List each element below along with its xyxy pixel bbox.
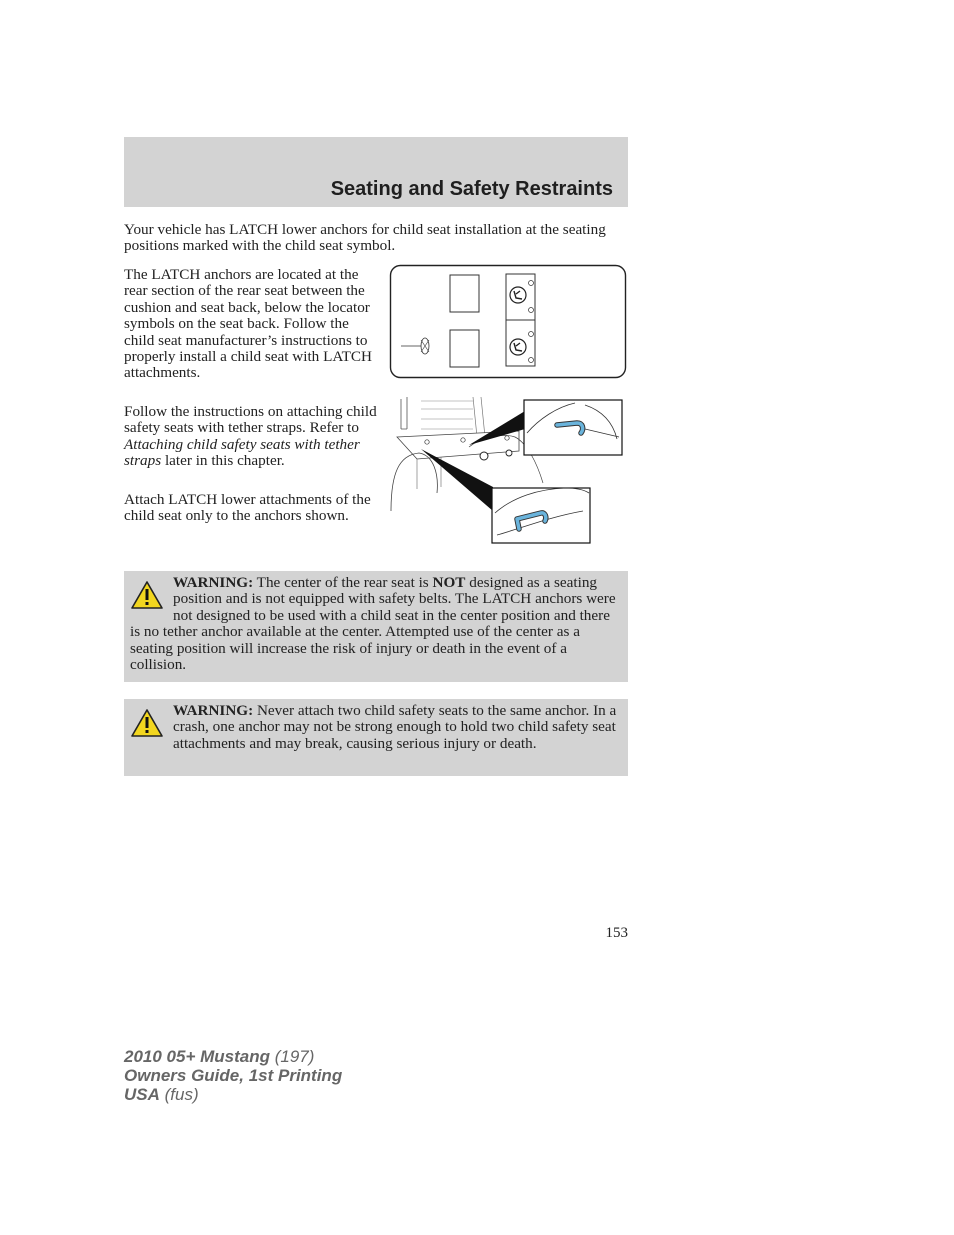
footer-line-3: USA (fus) <box>124 1085 199 1104</box>
footer-line-1: 2010 05+ Mustang (197) <box>124 1047 315 1066</box>
child-seat-symbol-icon <box>510 339 526 355</box>
warning-text: WARNING: Never attach two child safety seats to the same anchor. In a crash, one anchor may not be strong enough to hold two child safety seat attachments and may break, causing serious injury or death. <box>173 702 617 752</box>
warning-triangle-icon <box>130 708 164 738</box>
attach-anchors-paragraph: Attach LATCH lower attachments of the child seat only to the anchors shown. <box>124 491 371 525</box>
section-header <box>124 137 628 207</box>
seat-locator-diagram <box>389 264 627 379</box>
warning-box-two-seats <box>124 699 628 776</box>
latch-location-paragraph: The LATCH anchors are located at the rear section of the rear seat between the cushion and seat back, below the locator symbols on the seat back. Follow the child seat manufacturer’s instructions to properly install a child seat with LATCH attachments. <box>124 266 373 382</box>
print-footer <box>124 1047 342 1104</box>
tether-reference-paragraph: Follow the instructions on attaching child safety seats with tether straps. Refer to Attaching child safety seats with tether straps later in this chapter. <box>124 403 377 470</box>
child-seat-symbol-icon <box>510 287 526 303</box>
footer-line-2: Owners Guide, 1st Printing <box>124 1066 343 1085</box>
warning-triangle-icon <box>130 580 164 610</box>
section-title: Seating and Safety Restraints <box>330 178 613 200</box>
intro-paragraph: Your vehicle has LATCH lower anchors for child seat installation at the seating positions marked with the child seat symbol. <box>124 221 606 255</box>
warning-label: WARNING: <box>173 574 254 591</box>
warning-emphasis: NOT <box>432 574 466 591</box>
page-number: 153 <box>605 925 628 941</box>
warning-label: WARNING: <box>173 702 254 719</box>
cross-reference: Attaching child safety seats with tether straps <box>124 435 360 470</box>
warning-text: WARNING: The center of the rear seat is NOT designed as a seating position and is not equipped with safety belts. The LATCH anchors were not designed to be used with a child seat in the center position and there is no tether anchor available at the center. Attempted use of the center as a seating position will increase the risk of injury or death in the event of a collision. <box>130 574 616 674</box>
latch-anchor-diagram <box>389 393 627 545</box>
warning-box-center-seat <box>124 571 628 682</box>
